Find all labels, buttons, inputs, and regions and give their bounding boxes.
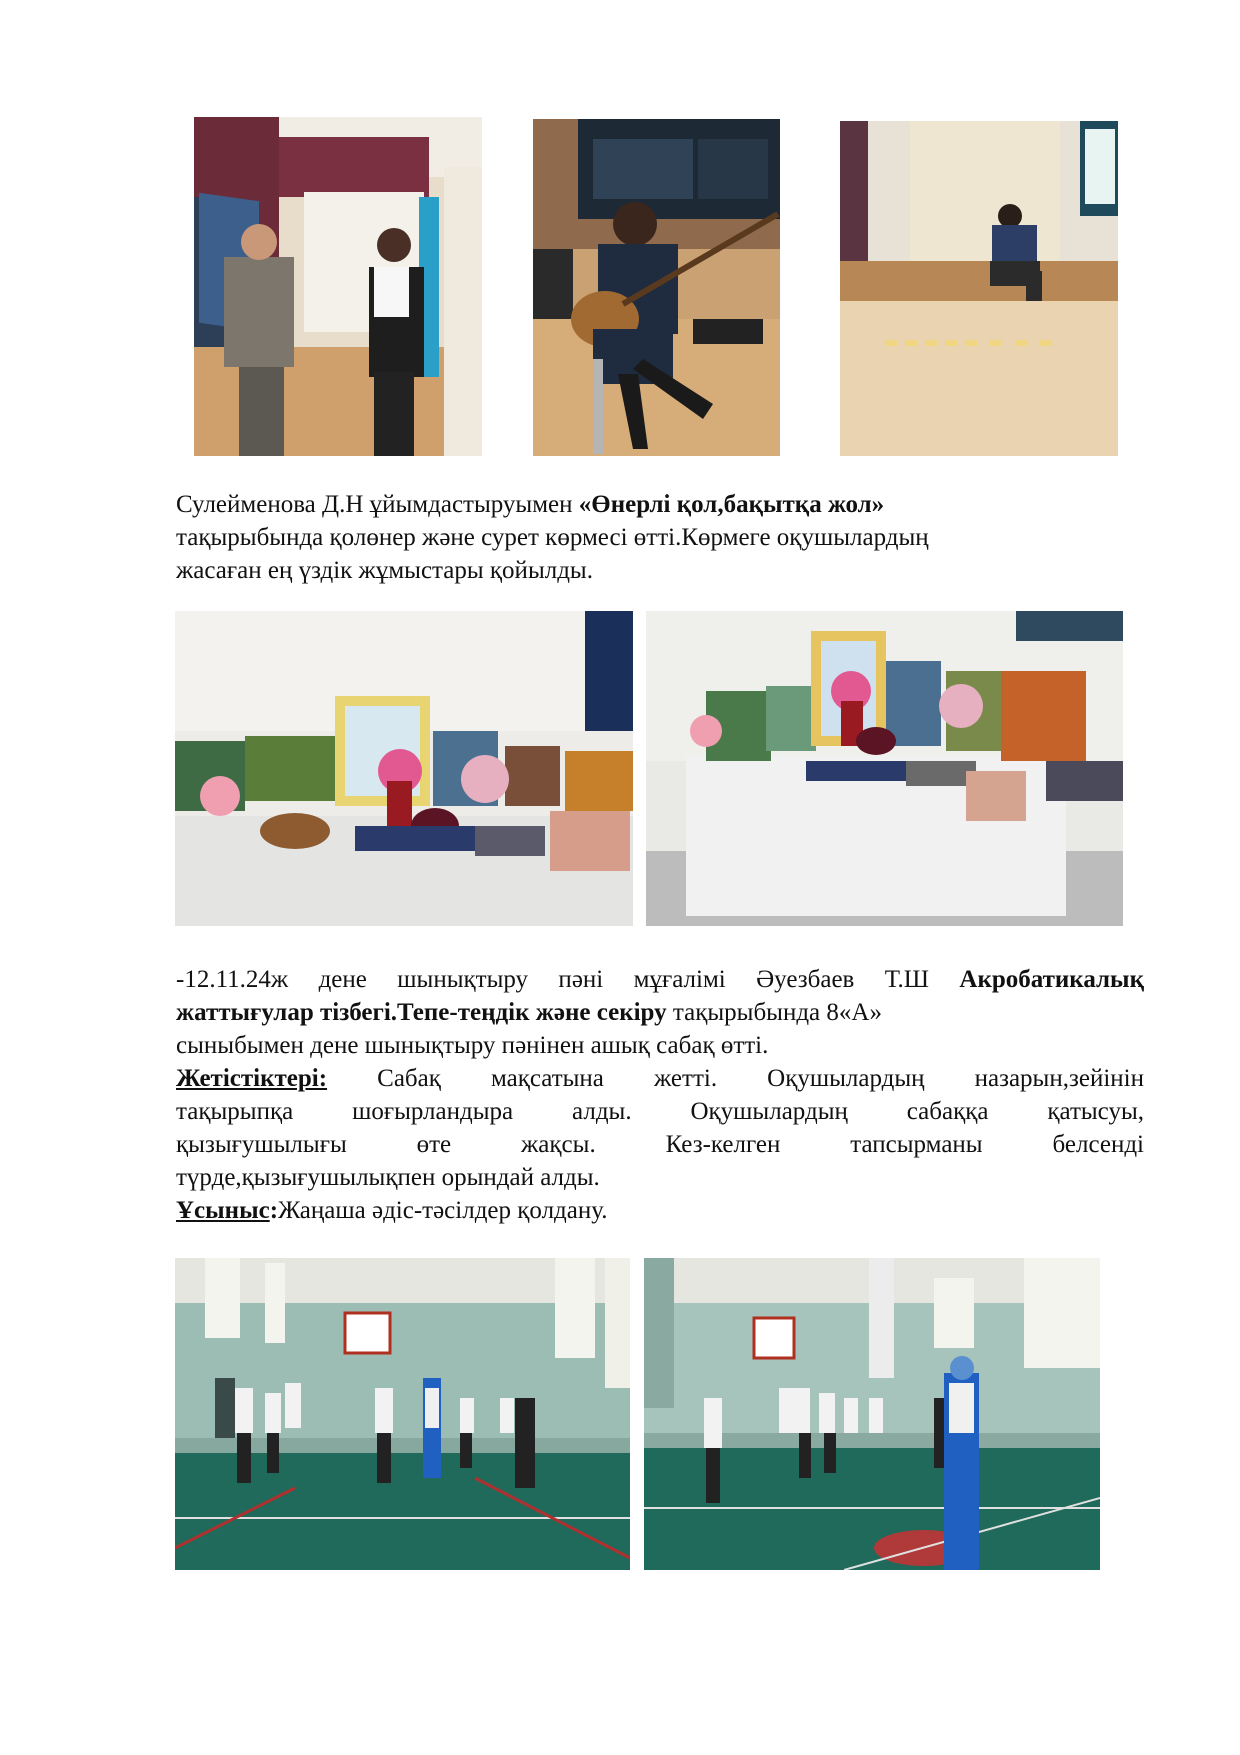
lesson-topic-end: жаттығулар тізбегі.Тепе-теңдік және секіру (176, 999, 667, 1026)
lesson-line-1 (176, 963, 1144, 996)
suggestion-label: Ұсыныс (176, 1197, 270, 1224)
exhibition-paragraph (176, 488, 1076, 587)
exhibition-line-2: тақырыбында қолөнер және сурет көрмесі өтті.Көрмеге оқушылардың (176, 524, 929, 551)
photo-teachers-presentation (194, 117, 482, 456)
photo-boy-crouching-hall (840, 121, 1118, 456)
photo-exhibition-table-left (175, 611, 633, 926)
suggestion-line (176, 1194, 1144, 1227)
lesson-class: тақырыбында 8«А» (666, 999, 882, 1026)
achievements-line-2: тақырыпқа шоғырландыра алды. Оқушылардың сабаққа қатысуы, (176, 1098, 1144, 1125)
lesson-paragraph (176, 963, 1144, 1227)
suggestion-colon: : (269, 1197, 279, 1224)
achievements-line-1 (176, 1062, 1144, 1095)
suggestion-text: Жаңаша әдіс-тәсілдер қолдану. (278, 1197, 608, 1224)
photo-exhibition-table-right (646, 611, 1123, 926)
lesson-line-2 (176, 996, 1144, 1029)
exhibition-title: «Өнерлі қол,бақытқа жол» (578, 491, 885, 518)
photo-gym-lesson-left (175, 1258, 630, 1570)
achievements-line-3: қызығушылығы өте жақсы. Кез-келген тапсырманы белсенді (176, 1131, 1144, 1158)
achievements-line-4: түрде,қызығушылықпен орындай алды. (176, 1164, 600, 1191)
lesson-topic-start: Акробатикалық (959, 966, 1144, 993)
photo-gym-lesson-right (644, 1258, 1100, 1570)
lesson-intro: -12.11.24ж дене шынықтыру пәні мұғалімі Әуезбаев Т.Ш (176, 966, 960, 993)
exhibition-intro: Сулейменова Д.Н ұйымдастыруымен (176, 491, 579, 518)
achievements-text-1: Сабақ мақсатына жетті. Оқушылардың назарын,зейінін (327, 1065, 1144, 1092)
exhibition-line-3: жасаған ең үздік жұмыстары қойылды. (176, 557, 593, 584)
photo-girl-playing-dombra (533, 119, 780, 456)
lesson-line-3: сыныбымен дене шынықтыру пәнінен ашық сабақ өтті. (176, 1032, 769, 1059)
achievements-label: Жетістіктері: (176, 1065, 328, 1092)
